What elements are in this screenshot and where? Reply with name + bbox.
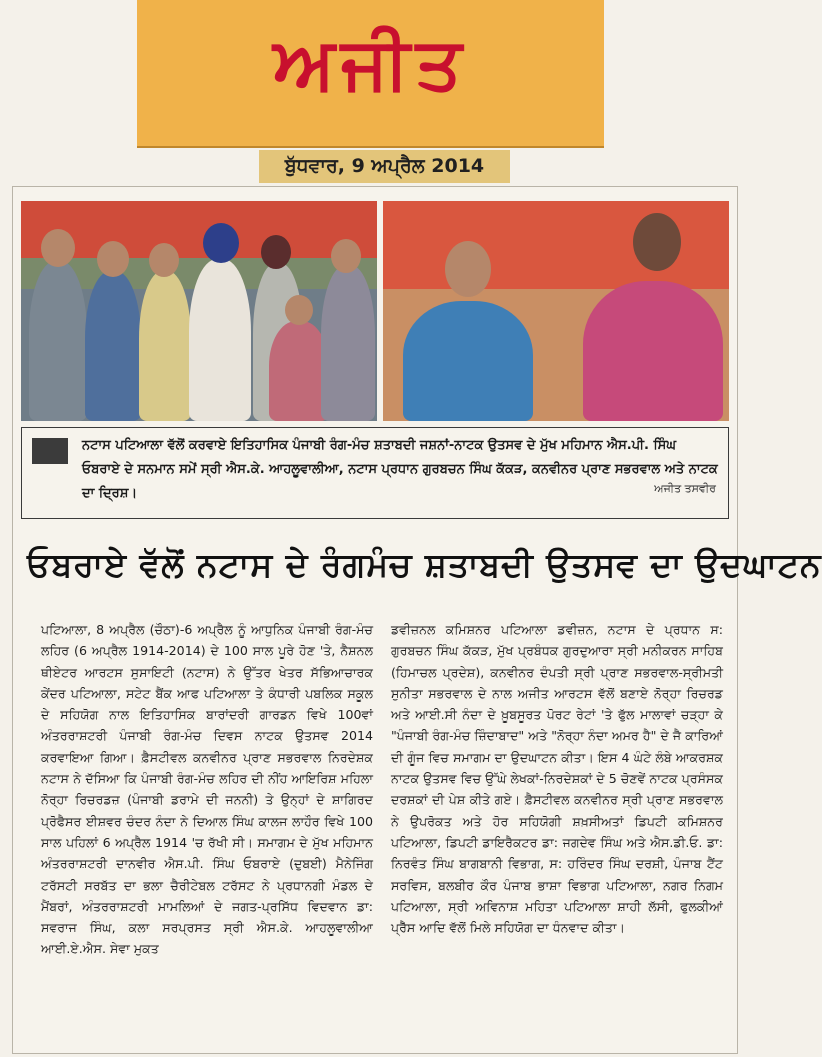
caption-text: ਨਟਾਸ ਪਟਿਆਲਾ ਵੱਲੋਂ ਕਰਵਾਏ ਇਤਿਹਾਸਿਕ ਪੰਜਾਬੀ ਰੰਗ-ਮੰਚ ਸ਼ਤਾਬਦੀ ਜਸ਼ਨਾਂ-ਨਾਟਕ ਉਤਸਵ ਦੇ ਮੁੱਖ ਮਹਿਮਾਨ ਐਸ.ਪੀ. ਸਿੰਘ ਓਬਰਾਏ ਦੇ ਸਨਮਾਨ ਸਮੇਂ ਸ੍ਰੀ ਐਸ.ਕੇ. ਆਹਲੂਵਾਲੀਆ, ਨਟਾਸ ਪ੍ਰਧਾਨ ਗੁਰਬਚਨ ਸਿੰਘ ਕੱਕੜ, ਕਨਵੀਨਰ ਪ੍ਰਾਣ ਸਭਰਵਾਲ ਅਤੇ ਨਾਟਕ ਦਾ ਦ੍ਰਿਸ਼। — [82, 438, 718, 501]
masthead — [137, 0, 604, 148]
dateline: ਬੁੱਧਵਾਰ, 9 ਅਪ੍ਰੈਲ 2014 — [259, 150, 510, 183]
headline: ਓਬਰਾਏ ਵੱਲੋਂ ਨਟਾਸ ਦੇ ਰੰਗਮੰਚ ਸ਼ਤਾਬਦੀ ਉਤਸਵ ਦਾ ਉਦਘਾਟਨ — [27, 545, 822, 584]
body-column-right: ਡਵੀਜ਼ਨਲ ਕਮਿਸ਼ਨਰ ਪਟਿਆਲਾ ਡਵੀਜ਼ਨ, ਨਟਾਸ ਦੇ ਪ੍ਰਧਾਨ ਸ: ਗੁਰਬਚਨ ਸਿੰਘ ਕੱਕੜ, ਮੁੱਖ ਪ੍ਰਬੰਧਕ ਗੁਰਦੁਆਰਾ ਸ੍ਰੀ ਮਨੀਕਰਨ ਸਾਹਿਬ (ਹਿਮਾਚਲ ਪ੍ਰਦੇਸ਼), ਕਨਵੀਨਰ ਦੰਪਤੀ ਸ੍ਰੀ ਪ੍ਰਾਣ ਸਭਰਵਾਲ-ਸ੍ਰੀਮਤੀ ਸੁਨੀਤਾ ਸਭਰਵਾਲ ਦੇ ਨਾਲ ਅਜੀਤ ਆਰਟਸ ਵੱਲੋਂ ਬਣਾਏ ਨੋਰ੍ਹਾ ਰਿਚਰਡ ਅਤੇ ਆਈ.ਸੀ ਨੰਦਾ ਦੇ ਖ਼ੂਬਸੂਰਤ ਪੋਰਟ ਰੇਟਾਂ 'ਤੇ ਫੁੱਲ ਮਾਲਾਵਾਂ ਚੜ੍ਹਾ ਕੇ "ਪੰਜਾਬੀ ਰੰਗ-ਮੰਚ ਜ਼ਿੰਦਾਬਾਦ" ਅਤੇ "ਨੋਰ੍ਹਾ ਨੰਦਾ ਅਮਰ ਹੈ" ਦੇ ਜੈ ਕਾਰਿਆਂ ਦੀ ਗੂੰਜ ਵਿਚ ਸਮਾਗਮ ਦਾ ਉਦਘਾਟਨ ਕੀਤਾ। ਇਸ 4 ਘੰਟੇ ਲੰਬੇ ਆਕਰਸ਼ਕ ਨਾਟਕ ਉਤਸਵ ਵਿਚ ਉੱਘੇ ਲੇਖਕਾਂ-ਨਿਰਦੇਸ਼ਕਾਂ ਦੇ 5 ਚੋਣਵੇਂ ਨਾਟਕ ਪ੍ਰਸੰਸਕ ਦਰਸ਼ਕਾਂ ਦੀ ਪੇਸ਼ ਕੀਤੇ ਗਏ। ਫ਼ੈਸਟੀਵਲ ਕਨਵੀਨਰ ਸ੍ਰੀ ਪ੍ਰਾਣ ਸਭਰਵਾਲ ਨੇ ਉਪਰੋਕਤ ਅਤੇ ਹੋਰ ਸਹਿਯੋਗੀ ਸ਼ਖ਼ਸੀਅਤਾਂ ਡਿਪਟੀ ਕਮਿਸ਼ਨਰ ਪਟਿਆਲਾ, ਡਿਪਟੀ ਡਾਇਰੈਕਟਰ ਡਾ: ਜਗਦੇਵ ਸਿੰਘ ਅਤੇ ਐਸ.ਡੀ.ਓ. ਡਾ: ਨਿਰਵੰਤ ਸਿੰਘ ਬਾਗਬਾਨੀ ਵਿਭਾਗ, ਸ: ਹਰਿੰਦਰ ਸਿੰਘ ਦਰਸ਼ੀ, ਪੰਜਾਬ ਟੈਂਟ ਸਰਵਿਸ, ਬਲਬੀਰ ਕੌਰ ਪੰਜਾਬ ਭਾਸ਼ਾ ਵਿਭਾਗ ਪਟਿਆਲਾ, ਨਗਰ ਨਿਗਮ ਪਟਿਆਲਾ, ਸ੍ਰੀ ਅਵਿਨਾਸ਼ ਮਹਿਤਾ ਪਟਿਆਲਾ ਸ਼ਾਹੀ ਲੱਸੀ, ਫੁਲਕੀਆਂ ਪ੍ਰੈੱਸ ਆਦਿ ਵੱਲੋਂ ਮਿਲੇ ਸਹਿਯੋਗ ਦਾ ਧੰਨਵਾਦ ਕੀਤਾ। — [391, 622, 723, 936]
body-column-left: ਪਟਿਆਲਾ, 8 ਅਪ੍ਰੈਲ (ਚੌਠਾ)-6 ਅਪ੍ਰੈਲ ਨੂੰ ਆਧੁਨਿਕ ਪੰਜਾਬੀ ਰੰਗ-ਮੰਚ ਲਹਿਰ (6 ਅਪ੍ਰੈਲ 1914-2014) ਦੇ 100 ਸਾਲ ਪੂਰੇ ਹੋਣ 'ਤੇ, ਨੈਸ਼ਨਲ ਥੀਏਟਰ ਆਰਟਸ ਸੁਸਾਇਟੀ (ਨਟਾਸ) ਨੇ ਉੱਤਰ ਖੇਤਰ ਸੱਭਿਆਚਾਰਕ ਕੇਂਦਰ ਪਟਿਆਲਾ, ਸਟੇਟ ਬੈਂਕ ਆਫ ਪਟਿਆਲਾ ਤੇ ਕੰਧਾਰੀ ਪਬਲਿਕ ਸਕੂਲ ਦੇ ਸਹਿਯੋਗ ਨਾਲ ਇਤਿਹਾਸਿਕ ਬਾਰਾਂਦਰੀ ਗਾਰਡਨ ਵਿਖੇ 100ਵਾਂ ਅੰਤਰਰਾਸ਼ਟਰੀ ਪੰਜਾਬੀ ਰੰਗ-ਮੰਚ ਦਿਵਸ ਨਾਟਕ ਉਤਸਵ 2014 ਕਰਵਾਇਆ ਗਿਆ। ਫ਼ੈਸਟੀਵਲ ਕਨਵੀਨਰ ਪ੍ਰਾਣ ਸਭਰਵਾਲ ਨਿਰਦੇਸ਼ਕ ਨਟਾਸ ਨੇ ਦੱਸਿਆ ਕਿ ਪੰਜਾਬੀ ਰੰਗ-ਮੰਚ ਲਹਿਰ ਦੀ ਨੀਂਹ ਆਇਰਿਸ਼ ਮਹਿਲਾ ਨੋਰ੍ਹਾ ਰਿਚਰਡਜ਼ (ਪੰਜਾਬੀ ਡਰਾਮੇ ਦੀ ਜਨਨੀ) ਤੇ ਉਨ੍ਹਾਂ ਦੇ ਸ਼ਾਗਿਰਦ ਪ੍ਰੋਫੈਸਰ ਈਸ਼ਵਰ ਚੰਦਰ ਨੰਦਾ ਨੇ ਦਿਆਲ ਸਿੰਘ ਕਾਲਜ ਲਾਹੌਰ ਵਿਖੇ 100 ਸਾਲ ਪਹਿਲਾਂ 6 ਅਪ੍ਰੈਲ 1914 'ਚ ਰੱਖੀ ਸੀ। ਸਮਾਗਮ ਦੇ ਮੁੱਖ ਮਹਿਮਾਨ ਅੰਤਰਰਾਸ਼ਟਰੀ ਦਾਨਵੀਰ ਐਸ.ਪੀ. ਸਿੰਘ ਓਬਰਾਏ (ਦੁਬਈ) ਮੈਨੇਜਿੰਗ ਟਰੱਸਟੀ ਸਰਬੱਤ ਦਾ ਭਲਾ ਚੈਰੀਟੇਬਲ ਟਰੱਸਟ ਨੇ ਪ੍ਰਧਾਨਗੀ ਮੰਡਲ ਦੇ ਮੈਂਬਰਾਂ, ਅੰਤਰਰਾਸ਼ਟਰੀ ਮਾਮਲਿਆਂ ਦੇ ਜਗਤ-ਪ੍ਰਸਿੱਧ ਵਿਦਵਾਨ ਡਾ: ਸਵਰਾਜ ਸਿੰਘ, ਕਲਾ ਸਰਪ੍ਰਸਤ ਸ੍ਰੀ ਐਸ.ਕੇ. ਆਹਲੂਵਾਲੀਆ ਆਈ.ਏ.ਐਸ. ਸੇਵਾ ਮੁਕਤ — [41, 622, 373, 957]
photo-play-scene — [383, 201, 729, 421]
photo-caption — [21, 427, 729, 519]
photo-credit: ਅਜੀਤ ਤਸਵੀਰ — [654, 482, 716, 495]
newspaper-title: ਅਜੀਤ — [273, 21, 468, 105]
article-clipping — [12, 186, 822, 1054]
photo-felicitation — [21, 201, 377, 421]
caption-marker — [32, 438, 68, 464]
